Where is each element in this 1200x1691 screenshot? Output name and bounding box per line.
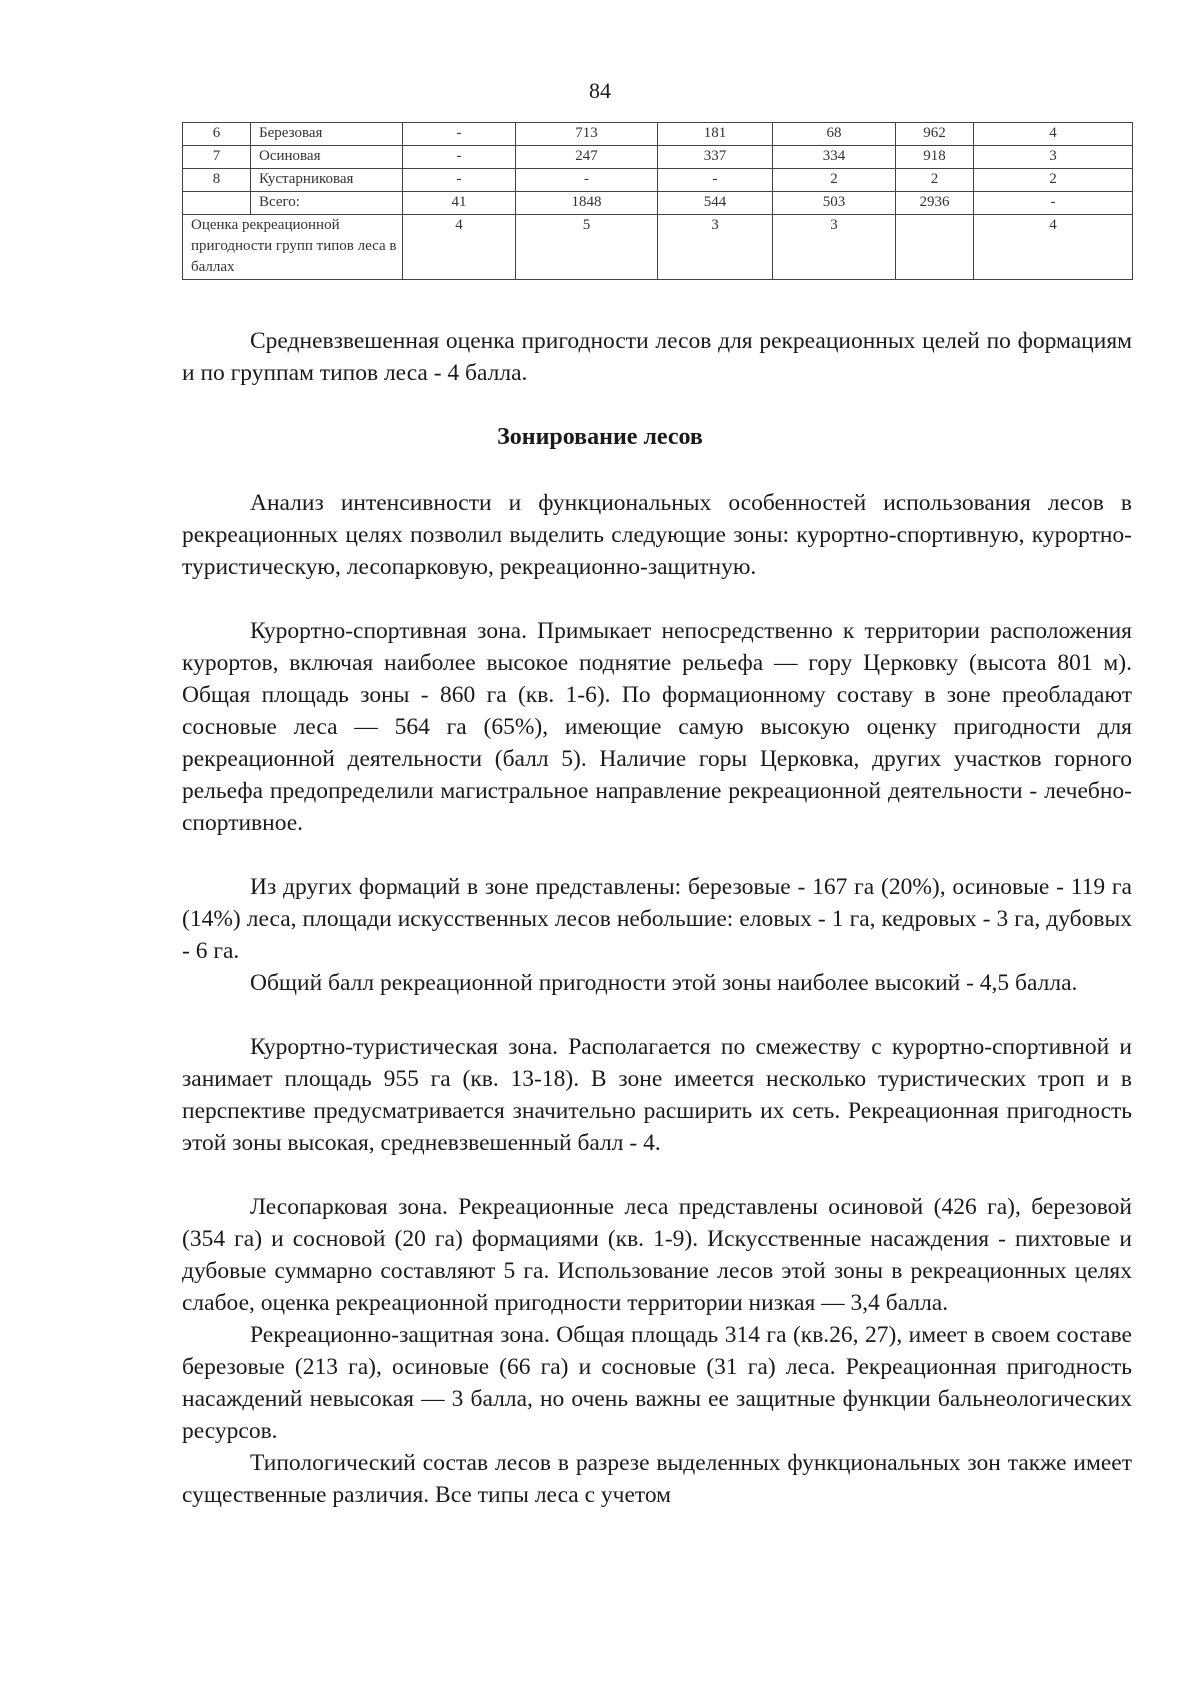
table-cell — [896, 215, 974, 280]
table-cell: 334 — [773, 146, 896, 169]
paragraph-resort-sport: Курортно-спортивная зона. Примыкает непосредственно к территории расположения курортов, включая наиболее высокое поднятие рельефа — гору Церковку (высота 801 м). Общая площадь зоны - 860 га (кв. 1-6). По формационному составу в зоне преобладают сосновые леса — 564 га (65%), имеющие самую высокую оценку пригодности для рекреационной деятельности (балл 5). Наличие горы Церковка, других участков горного рельефа предопределили магистральное направление рекреационной деятельности - лечебно-спортивное. — [182, 618, 1132, 836]
table-cell: 1848 — [516, 192, 658, 215]
table-row — [183, 146, 1133, 169]
row-number: 6 — [183, 123, 251, 146]
table-row — [183, 169, 1133, 192]
table-cell: 2936 — [896, 192, 974, 215]
table-cell: - — [974, 192, 1133, 215]
table-cell: 41 — [403, 192, 516, 215]
table-cell: 3 — [658, 215, 773, 280]
table-cell: - — [403, 123, 516, 146]
table-cell: - — [658, 169, 773, 192]
paragraph-protective: Рекреационно-защитная зона. Общая площадь 314 га (кв.26, 27), имеет в своем составе березовые (213 га), осиновые (66 га) и сосновые (31 га) леса. Рекреационная пригодность насаждений невысокая — 3 балла, но очень важны ее защитные функции бальнеологических ресурсов. — [182, 1322, 1132, 1444]
data-table — [182, 122, 1133, 280]
table-cell: - — [516, 169, 658, 192]
table-cell: 503 — [773, 192, 896, 215]
table-cell: 918 — [896, 146, 974, 169]
formation-name: Березовая — [251, 123, 403, 146]
score-label: Оценка рекреационной пригодности групп типов леса в баллах — [183, 215, 403, 280]
row-number — [183, 192, 251, 215]
table-row-total — [183, 192, 1133, 215]
paragraph-forest-park: Лесопарковая зона. Рекреационные леса представлены осиновой (426 га), березовой (354 га) и сосновой (20 га) формациями (кв. 1-9). Искусственные насаждения - пихтовые и дубовые суммарно составляют 5 га. Использование лесов этой зоны в рекреационных целях слабое, оценка рекреационной пригодности территории низкая — 3,4 балла. — [182, 1194, 1132, 1316]
row-number: 7 — [183, 146, 251, 169]
total-label: Всего: — [251, 192, 403, 215]
table-cell: 337 — [658, 146, 773, 169]
table-row-score — [183, 215, 1133, 280]
page-number: 84 — [589, 78, 611, 103]
paragraph-other-formations: Из других формаций в зоне представлены: березовые - 167 га (20%), осиновые - 119 га (14%) леса, площади искусственных лесов небольшие: еловых - 1 га, кедровых - 3 га, дубовых - 6 га. — [182, 874, 1132, 964]
section-heading: Зонирование лесов — [497, 424, 703, 450]
table-cell: 181 — [658, 123, 773, 146]
table-cell: 4 — [974, 123, 1133, 146]
table-cell: 247 — [516, 146, 658, 169]
formation-name: Осиновая — [251, 146, 403, 169]
table-cell: 962 — [896, 123, 974, 146]
table-cell: 544 — [658, 192, 773, 215]
row-number: 8 — [183, 169, 251, 192]
table-cell: 713 — [516, 123, 658, 146]
paragraph-intro: Анализ интенсивности и функциональных особенностей использования лесов в рекреационных целях позволил выделить следующие зоны: курортно-спортивную, курортно-туристическую, лесопарковую, рекреационно-защитную. — [182, 490, 1132, 580]
table-cell: 4 — [403, 215, 516, 280]
table-cell: - — [403, 146, 516, 169]
table-cell: 5 — [516, 215, 658, 280]
table-cell: - — [403, 169, 516, 192]
formation-name: Кустарниковая — [251, 169, 403, 192]
table-cell: 2 — [896, 169, 974, 192]
table-cell: 2 — [974, 169, 1133, 192]
table-cell: 3 — [974, 146, 1133, 169]
paragraph-overall-score: Общий балл рекреационной пригодности этой зоны наиболее высокий - 4,5 балла. — [250, 970, 1078, 996]
table-cell: 3 — [773, 215, 896, 280]
summary-paragraph: Средневзвешенная оценка пригодности лесов для рекреационных целей по формациям и по группам типов леса - 4 балла. — [182, 328, 1132, 386]
paragraph-typological: Типологический состав лесов в разрезе выделенных функциональных зон также имеет существенные различия. Все типы леса с учетом — [182, 1450, 1132, 1508]
table-cell: 4 — [974, 215, 1133, 280]
table-cell: 2 — [773, 169, 896, 192]
table-row — [183, 123, 1133, 146]
table-cell: 68 — [773, 123, 896, 146]
paragraph-resort-tourist: Курортно-туристическая зона. Располагается по смежеству с курортно-спортивной и занимает площадь 955 га (кв. 13-18). В зоне имеется несколько туристических троп и в перспективе предусматривается значительно расширить их сеть. Рекреационная пригодность этой зоны высокая, средневзвешенный балл - 4. — [182, 1034, 1132, 1156]
